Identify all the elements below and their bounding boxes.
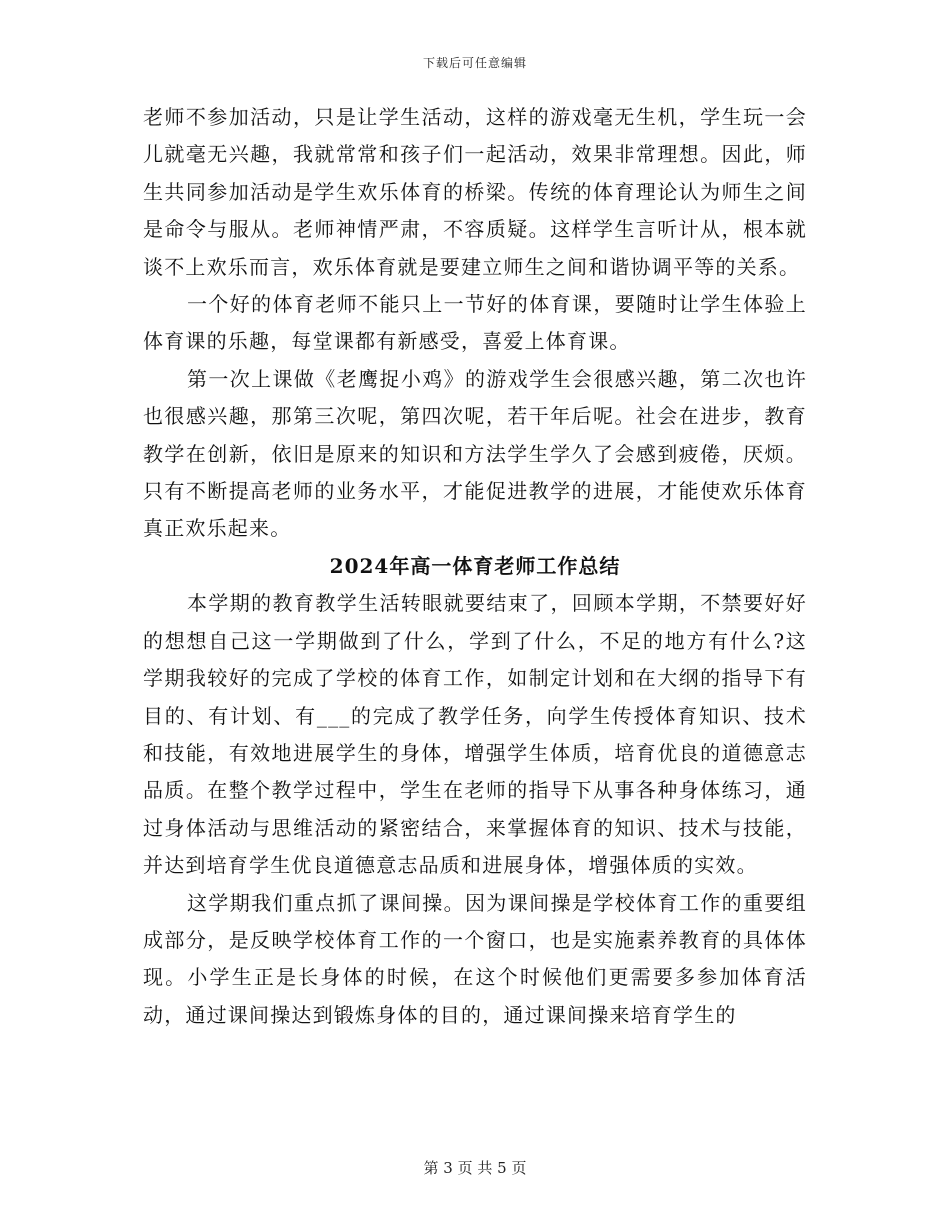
paragraph-5: 这学期我们重点抓了课间操。因为课间操是学校体育工作的重要组成部分，是反映学校体育工作的一个窗口，也是实施素养教育的具体体现。小学生正是长身体的时候，在这个时候他们更需要多参加体育活动，通过课间操达到锻炼身体的目的，通过课间操来培育学生的 bbox=[143, 890, 807, 1027]
document-body bbox=[143, 99, 807, 1034]
paragraph-4: 本学期的教育教学生活转眼就要结束了，回顾本学期，不禁要好好的想想自己这一学期做到了什么，学到了什么，不足的地方有什么?这学期我较好的完成了学校的体育工作，如制定计划和在大纲的指导下有目的、有计划、有___的完成了教学任务，向学生传授体育知识、技术和技能，有效地进展学生的身体，增强学生体质，培育优良的道德意志品质。在整个教学过程中，学生在老师的指导下从事各种身体练习，通过身体活动与思维活动的紧密结合，来掌握体育的知识、技术与技能，并达到培育学生优良道德意志品质和进展身体，增强体质的实效。 bbox=[143, 591, 807, 878]
section-heading: 2024年高一体育老师工作总结 bbox=[329, 553, 621, 578]
paragraph-2: 一个好的体育老师不能只上一节好的体育课，要随时让学生体验上体育课的乐趣，每堂课都有新感受，喜爱上体育课。 bbox=[143, 292, 807, 354]
paragraph-3: 第一次上课做《老鹰捉小鸡》的游戏学生会很感兴趣，第二次也许也很感兴趣，那第三次呢，第四次呢，若干年后呢。社会在进步，教育教学在创新，依旧是原来的知识和方法学生学久了会感到疲倦，厌烦。只有不断提高老师的业务水平，才能促进教学的进展，才能使欢乐体育真正欢乐起来。 bbox=[143, 366, 807, 541]
paragraph-1: 老师不参加活动，只是让学生活动，这样的游戏毫无生机，学生玩一会儿就毫无兴趣，我就常常和孩子们一起活动，效果非常理想。因此，师生共同参加活动是学生欢乐体育的桥梁。传统的体育理论认为师生之间是命令与服从。老师神情严肃，不容质疑。这样学生言听计从，根本就谈不上欢乐而言，欢乐体育就是要建立师生之间和谐协调平等的关系。 bbox=[143, 105, 807, 279]
page-footer: 第 3 页 共 5 页 bbox=[423, 1159, 527, 1177]
page-header: 下载后可任意编辑 bbox=[422, 56, 527, 70]
